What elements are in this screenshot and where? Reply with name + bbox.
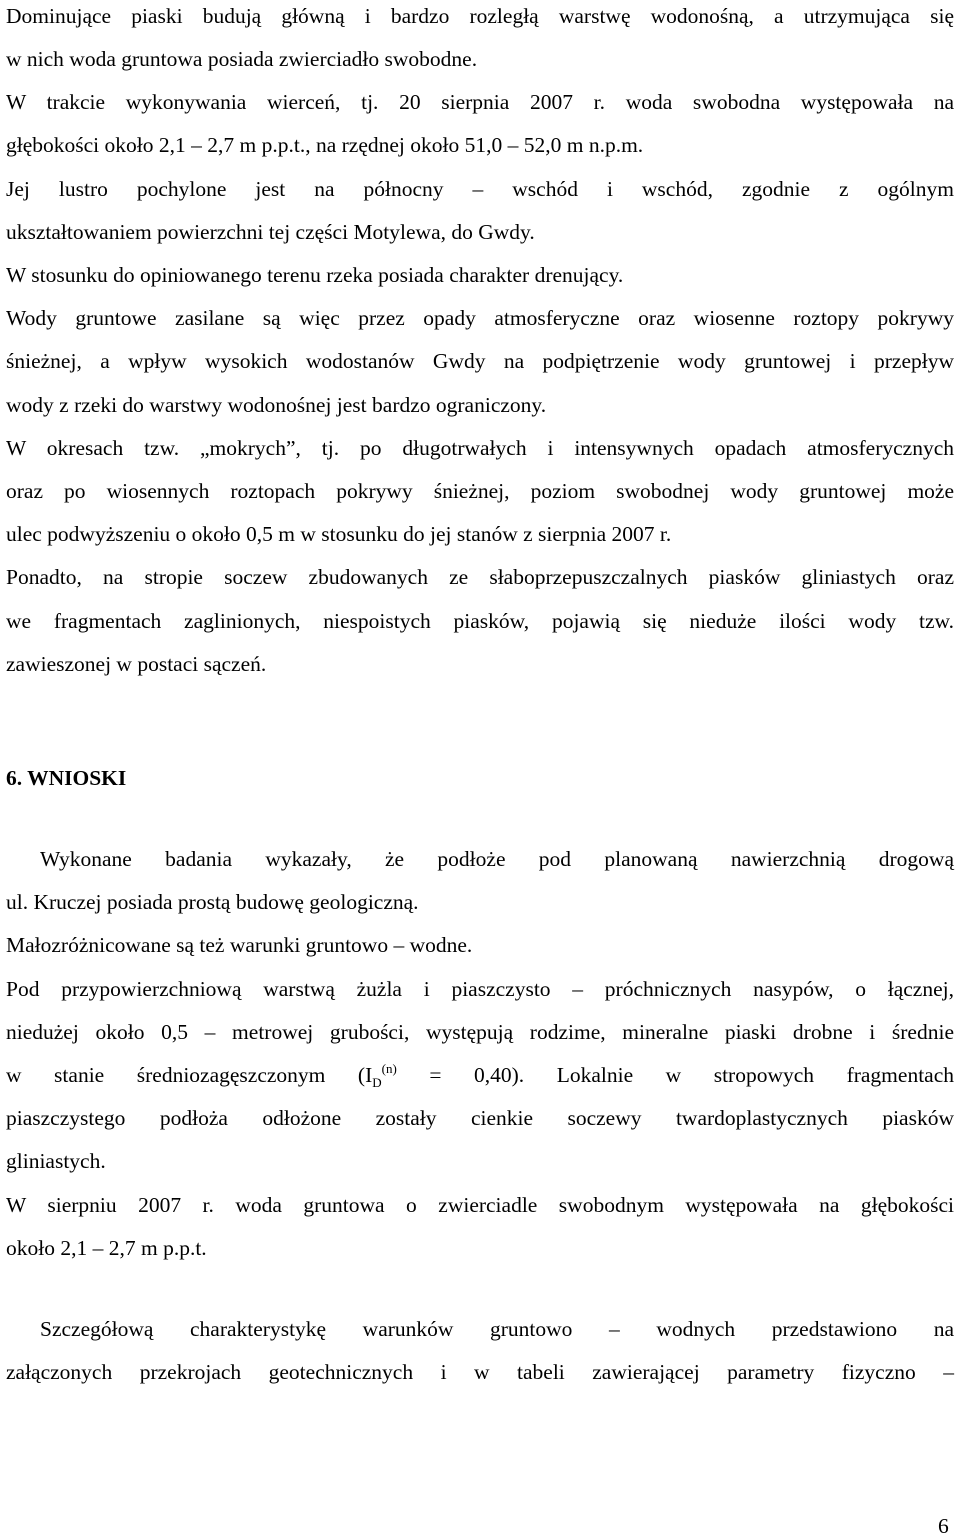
formula-superscript: (n): [381, 1061, 397, 1076]
formula-line: [6, 1062, 954, 1088]
paragraph-line: ulec podwyższeniu o około 0,5 m w stosunku do jej stanów z sierpnia 2007 r.: [6, 522, 672, 546]
paragraph-line: gliniastych.: [6, 1149, 106, 1173]
paragraph-line: W trakcie wykonywania wierceń, tj. 20 sierpnia 2007 r. woda swobodna występowała na: [6, 90, 954, 114]
paragraph-line: W sierpniu 2007 r. woda gruntowa o zwierciadle swobodnym występowała na głębokości: [6, 1193, 954, 1217]
paragraph-line: ukształtowaniem powierzchni tej części Motylewa, do Gwdy.: [6, 220, 535, 244]
paragraph-line: ul. Kruczej posiada prostą budowę geologiczną.: [6, 890, 419, 914]
formula-text-after: = 0,40). Lokalnie w stropowych fragmentach: [396, 1063, 955, 1087]
page-number: 6: [938, 1514, 949, 1538]
paragraph-line: Małozróżnicowane są też warunki gruntowo – wodne.: [6, 933, 473, 957]
paragraph-line: Wody gruntowe zasilane są więc przez opady atmosferyczne oraz wiosenne roztopy pokrywy: [6, 306, 954, 330]
paragraph-line: Ponadto, na stropie soczew zbudowanych ze słaboprzepuszczalnych piasków gliniastych oraz: [6, 565, 954, 589]
paragraph-line: Szczegółową charakterystykę warunków gruntowo – wodnych przedstawiono na: [40, 1317, 954, 1341]
paragraph-line: załączonych przekrojach geotechnicznych i w tabeli zawierającej parametry fizyczno –: [6, 1360, 954, 1384]
paragraph-line: wody z rzeki do warstwy wodonośnej jest bardzo ograniczony.: [6, 393, 547, 417]
paragraph-line: śnieżnej, a wpływ wysokich wodostanów Gwdy na podpiętrzenie wody gruntowej i przepływ: [6, 349, 954, 373]
paragraph-line: Jej lustro pochylone jest na północny – wschód i wschód, zgodnie z ogólnym: [6, 177, 954, 201]
paragraph-line: zawieszonej w postaci sączeń.: [6, 652, 267, 676]
paragraph-line: niedużej około 0,5 – metrowej grubości, występują rodzime, mineralne piaski drobne i średnie: [6, 1020, 954, 1044]
paragraph-line: W okresach tzw. „mokrych”, tj. po długotrwałych i intensywnych opadach atmosferycznych: [6, 436, 954, 460]
paragraph-line: około 2,1 – 2,7 m p.p.t.: [6, 1236, 207, 1260]
section-heading: 6. WNIOSKI: [6, 766, 127, 790]
paragraph-line: piaszczystego podłoża odłożone zostały cienkie soczewy twardoplastycznych piasków: [6, 1106, 954, 1130]
paragraph-line: w nich woda gruntowa posiada zwierciadło swobodne.: [6, 47, 478, 71]
paragraph-line: Pod przypowierzchniową warstwą żużla i piaszczysto – próchnicznych nasypów, o łącznej,: [6, 977, 954, 1001]
paragraph-line: Dominujące piaski budują główną i bardzo rozległą warstwę wodonośną, a utrzymująca się: [6, 4, 954, 28]
paragraph-line: oraz po wiosennych roztopach pokrywy śnieżnej, poziom swobodnej wody gruntowej może: [6, 479, 954, 503]
paragraph-line: W stosunku do opiniowanego terenu rzeka posiada charakter drenujący.: [6, 263, 624, 287]
paragraph-line: Wykonane badania wykazały, że podłoże pod planowaną nawierzchnią drogową: [40, 847, 954, 871]
formula-subscript: D: [372, 1075, 382, 1090]
paragraph-line: głębokości około 2,1 – 2,7 m p.p.t., na rzędnej około 51,0 – 52,0 m n.p.m.: [6, 133, 644, 157]
paragraph-line: we fragmentach zaglinionych, niespoistych piasków, pojawią się nieduże ilości wody tzw.: [6, 609, 954, 633]
formula-text-before: w stanie średniozagęszczonym (I: [6, 1063, 373, 1087]
